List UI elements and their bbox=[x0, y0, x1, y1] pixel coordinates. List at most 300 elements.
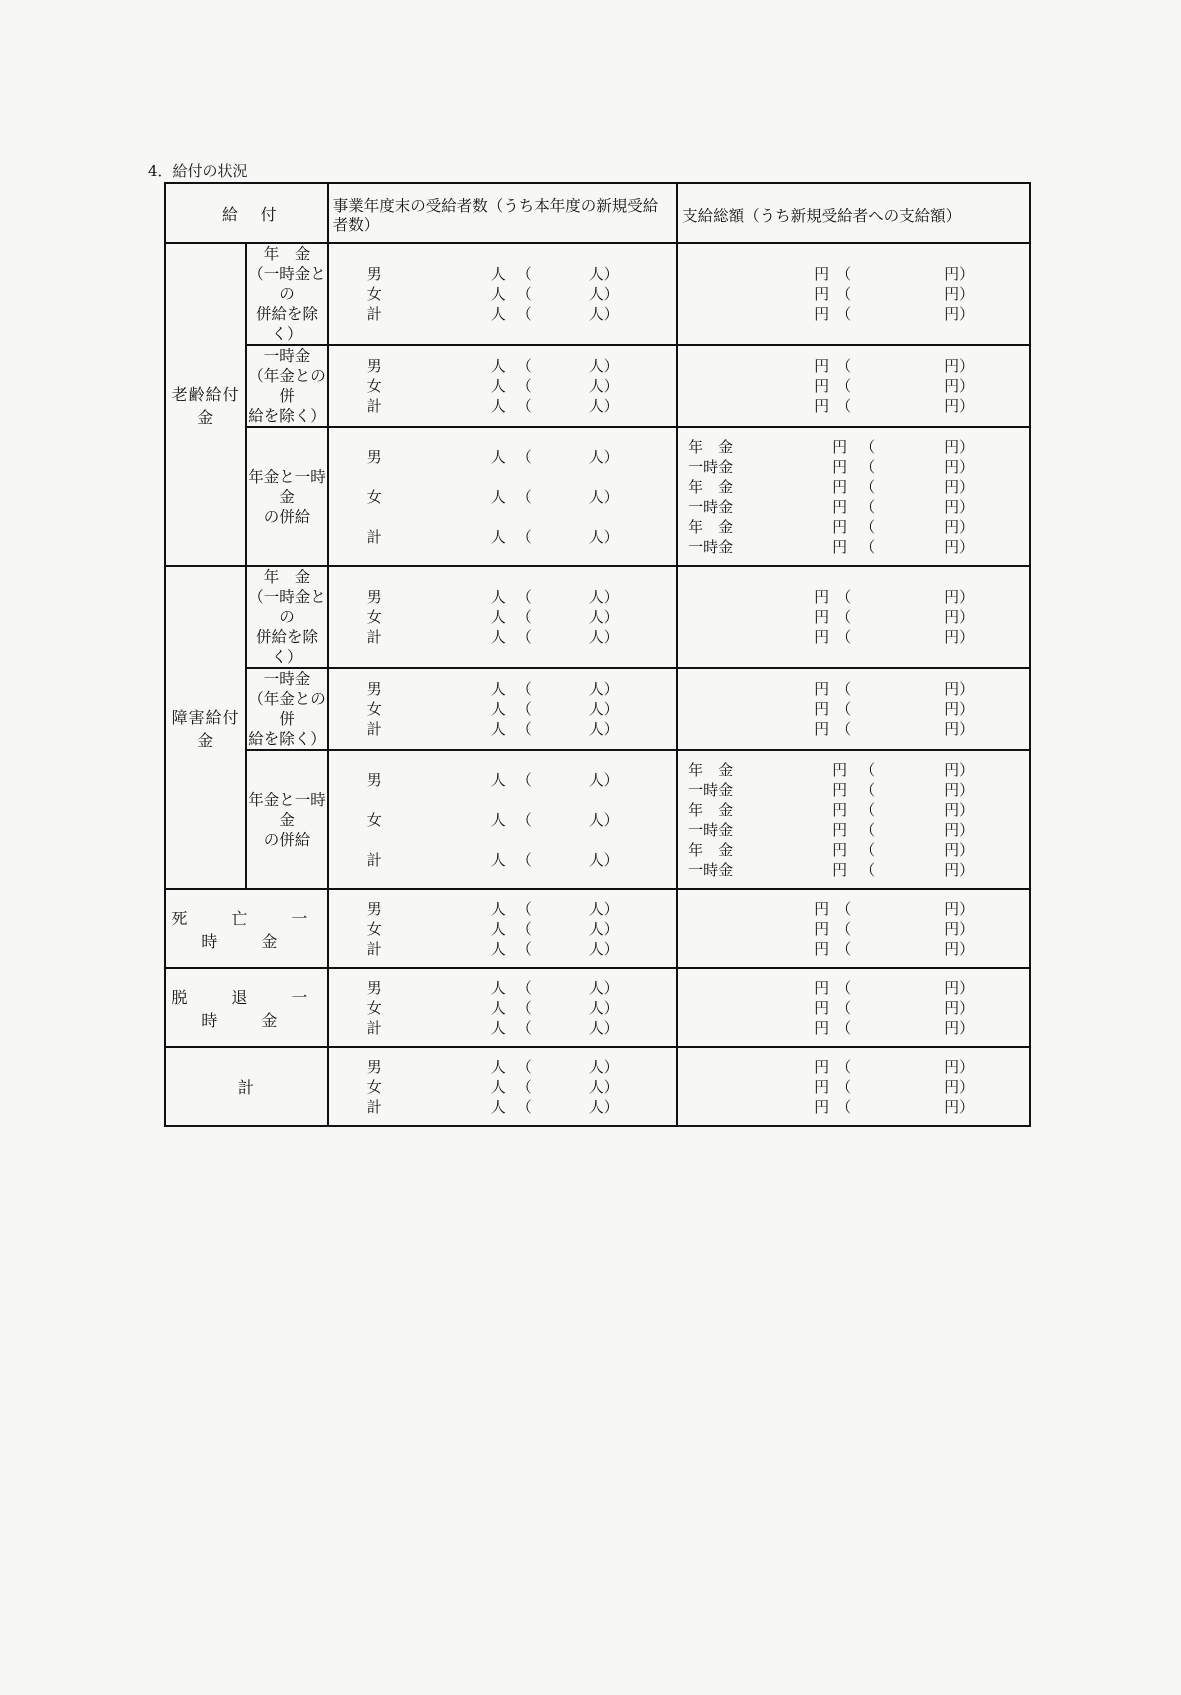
open-paren: （ bbox=[516, 1057, 532, 1076]
subtype-combined: 年金と一時金 の併給 bbox=[246, 427, 327, 566]
recipients-cell bbox=[328, 243, 677, 345]
yen-unit-close: 円） bbox=[944, 377, 975, 395]
open-paren: （ bbox=[836, 608, 852, 626]
person-unit: 人 bbox=[490, 998, 506, 1017]
yen-unit: 円 bbox=[832, 780, 848, 799]
yen-unit: 円 bbox=[814, 998, 830, 1017]
gender-label: 女 bbox=[366, 998, 382, 1017]
amount-type-label: 一時金 bbox=[688, 457, 734, 476]
gender-label: 女 bbox=[366, 285, 382, 303]
recipient-line bbox=[329, 939, 676, 959]
open-paren: （ bbox=[836, 285, 852, 303]
person-unit-close: 人） bbox=[588, 1077, 619, 1096]
amount-lines bbox=[678, 978, 1029, 1038]
open-paren: （ bbox=[516, 899, 532, 918]
open-paren: （ bbox=[836, 1018, 852, 1037]
header-benefit-char-2: 付 bbox=[260, 204, 277, 224]
yen-unit-close: 円） bbox=[944, 978, 975, 997]
open-paren: （ bbox=[836, 357, 852, 375]
open-paren: （ bbox=[860, 517, 876, 536]
open-paren: （ bbox=[516, 1097, 532, 1116]
person-unit-close: 人） bbox=[588, 700, 619, 718]
recipient-line bbox=[329, 284, 676, 304]
gender-label: 男 bbox=[366, 588, 382, 606]
amount-cell bbox=[677, 889, 1030, 968]
yen-unit-close: 円） bbox=[944, 497, 975, 516]
amount-lines bbox=[678, 437, 1029, 557]
amount-line bbox=[678, 840, 1029, 860]
open-paren: （ bbox=[836, 899, 852, 918]
person-unit: 人 bbox=[490, 720, 506, 738]
subtype-combined: 年金と一時金 の併給 bbox=[246, 750, 327, 889]
amount-line bbox=[678, 376, 1029, 396]
yen-unit: 円 bbox=[832, 800, 848, 819]
amount-cell bbox=[677, 750, 1030, 889]
amount-type-label: 一時金 bbox=[688, 860, 734, 879]
open-paren: （ bbox=[516, 397, 532, 415]
open-paren: （ bbox=[516, 1018, 532, 1037]
amount-line bbox=[678, 1057, 1029, 1077]
open-paren: （ bbox=[516, 527, 532, 546]
amount-type-label: 一時金 bbox=[688, 780, 734, 799]
person-unit-close: 人） bbox=[588, 720, 619, 738]
yen-unit: 円 bbox=[814, 899, 830, 918]
open-paren: （ bbox=[516, 377, 532, 395]
header-benefit bbox=[165, 183, 328, 243]
person-unit: 人 bbox=[490, 447, 506, 466]
recipient-line bbox=[329, 978, 676, 998]
person-unit: 人 bbox=[490, 919, 506, 938]
yen-unit-close: 円） bbox=[944, 537, 975, 556]
yen-unit: 円 bbox=[832, 437, 848, 456]
person-unit-close: 人） bbox=[588, 527, 619, 546]
person-unit-close: 人） bbox=[588, 305, 619, 323]
open-paren: （ bbox=[516, 850, 532, 869]
recipients-cell bbox=[328, 1047, 677, 1126]
yen-unit: 円 bbox=[832, 840, 848, 859]
gender-label: 計 bbox=[366, 628, 382, 646]
gender-label: 計 bbox=[366, 527, 382, 546]
amount-line bbox=[678, 457, 1029, 477]
person-unit: 人 bbox=[490, 305, 506, 323]
open-paren: （ bbox=[836, 1057, 852, 1076]
person-unit-close: 人） bbox=[588, 447, 619, 466]
person-unit-close: 人） bbox=[588, 357, 619, 375]
open-paren: （ bbox=[516, 998, 532, 1017]
recipient-lines bbox=[329, 356, 676, 416]
recipient-line bbox=[329, 719, 676, 739]
yen-unit-close: 円） bbox=[944, 939, 975, 958]
person-unit-close: 人） bbox=[588, 939, 619, 958]
open-paren: （ bbox=[836, 978, 852, 997]
recipients-cell bbox=[328, 889, 677, 968]
open-paren: （ bbox=[516, 628, 532, 646]
yen-unit-close: 円） bbox=[944, 1097, 975, 1116]
open-paren: （ bbox=[516, 1077, 532, 1096]
amount-line bbox=[678, 396, 1029, 416]
gender-label: 女 bbox=[366, 377, 382, 395]
person-unit-close: 人） bbox=[588, 919, 619, 938]
amount-line bbox=[678, 1097, 1029, 1117]
person-unit-close: 人） bbox=[588, 1018, 619, 1037]
amount-line bbox=[678, 607, 1029, 627]
amount-line bbox=[678, 1018, 1029, 1038]
category-death-lump-sum: 死 亡 一 時 金 bbox=[165, 889, 328, 968]
open-paren: （ bbox=[516, 919, 532, 938]
gender-label: 女 bbox=[366, 919, 382, 938]
recipient-line bbox=[329, 1097, 676, 1117]
yen-unit: 円 bbox=[814, 1097, 830, 1116]
person-unit-close: 人） bbox=[588, 850, 619, 869]
open-paren: （ bbox=[516, 305, 532, 323]
person-unit-close: 人） bbox=[588, 608, 619, 626]
person-unit-close: 人） bbox=[588, 628, 619, 646]
amount-line bbox=[678, 356, 1029, 376]
amount-line bbox=[678, 587, 1029, 607]
amount-line bbox=[678, 497, 1029, 517]
benefit-status-table bbox=[164, 182, 1031, 1127]
recipient-lines bbox=[329, 264, 676, 324]
recipients-cell bbox=[328, 427, 677, 566]
yen-unit-close: 円） bbox=[944, 860, 975, 879]
amount-line bbox=[678, 1077, 1029, 1097]
recipient-line bbox=[329, 356, 676, 376]
open-paren: （ bbox=[860, 537, 876, 556]
yen-unit: 円 bbox=[832, 517, 848, 536]
yen-unit-close: 円） bbox=[944, 760, 975, 779]
recipients-cell bbox=[328, 345, 677, 427]
yen-unit: 円 bbox=[832, 860, 848, 879]
amount-cell bbox=[677, 1047, 1030, 1126]
amount-line bbox=[678, 719, 1029, 739]
open-paren: （ bbox=[836, 1077, 852, 1096]
amount-type-label: 年 金 bbox=[688, 437, 734, 456]
amount-line bbox=[678, 998, 1029, 1018]
person-unit: 人 bbox=[490, 850, 506, 869]
recipient-line bbox=[329, 304, 676, 324]
person-unit: 人 bbox=[490, 487, 506, 506]
yen-unit: 円 bbox=[814, 357, 830, 375]
person-unit-close: 人） bbox=[588, 810, 619, 829]
open-paren: （ bbox=[516, 720, 532, 738]
person-unit: 人 bbox=[490, 810, 506, 829]
yen-unit: 円 bbox=[814, 700, 830, 718]
amount-cell bbox=[677, 345, 1030, 427]
open-paren: （ bbox=[516, 447, 532, 466]
amount-line bbox=[678, 284, 1029, 304]
yen-unit: 円 bbox=[814, 397, 830, 415]
amount-type-label: 年 金 bbox=[688, 760, 734, 779]
yen-unit-close: 円） bbox=[944, 840, 975, 859]
person-unit: 人 bbox=[490, 527, 506, 546]
person-unit-close: 人） bbox=[588, 1097, 619, 1116]
amount-line bbox=[678, 264, 1029, 284]
recipients-cell bbox=[328, 566, 677, 668]
open-paren: （ bbox=[516, 487, 532, 506]
yen-unit-close: 円） bbox=[944, 357, 975, 375]
open-paren: （ bbox=[860, 860, 876, 879]
amount-type-label: 年 金 bbox=[688, 800, 734, 819]
yen-unit-close: 円） bbox=[944, 720, 975, 738]
person-unit-close: 人） bbox=[588, 899, 619, 918]
gender-label: 計 bbox=[366, 850, 382, 869]
open-paren: （ bbox=[836, 939, 852, 958]
open-paren: （ bbox=[860, 820, 876, 839]
amount-lines bbox=[678, 1057, 1029, 1117]
amount-line bbox=[678, 760, 1029, 780]
open-paren: （ bbox=[516, 357, 532, 375]
amount-type-label: 一時金 bbox=[688, 820, 734, 839]
open-paren: （ bbox=[516, 265, 532, 283]
amount-lines bbox=[678, 679, 1029, 739]
recipient-line bbox=[329, 998, 676, 1018]
person-unit-close: 人） bbox=[588, 1057, 619, 1076]
yen-unit-close: 円） bbox=[944, 899, 975, 918]
yen-unit-close: 円） bbox=[944, 919, 975, 938]
open-paren: （ bbox=[836, 919, 852, 938]
amount-lines bbox=[678, 356, 1029, 416]
open-paren: （ bbox=[516, 680, 532, 698]
yen-unit-close: 円） bbox=[944, 700, 975, 718]
yen-unit-close: 円） bbox=[944, 437, 975, 456]
gender-label: 男 bbox=[366, 770, 382, 789]
gender-label: 計 bbox=[366, 720, 382, 738]
yen-unit-close: 円） bbox=[944, 998, 975, 1017]
person-unit: 人 bbox=[490, 1097, 506, 1116]
person-unit: 人 bbox=[490, 285, 506, 303]
open-paren: （ bbox=[516, 700, 532, 718]
recipient-line bbox=[329, 679, 676, 699]
yen-unit-close: 円） bbox=[944, 780, 975, 799]
recipient-line bbox=[329, 477, 676, 517]
person-unit: 人 bbox=[490, 377, 506, 395]
amount-cell bbox=[677, 566, 1030, 668]
open-paren: （ bbox=[860, 437, 876, 456]
header-benefit-char-1: 給 bbox=[222, 204, 239, 224]
open-paren: （ bbox=[860, 780, 876, 799]
open-paren: （ bbox=[860, 840, 876, 859]
gender-label: 女 bbox=[366, 608, 382, 626]
open-paren: （ bbox=[836, 305, 852, 323]
yen-unit: 円 bbox=[814, 680, 830, 698]
yen-unit-close: 円） bbox=[944, 608, 975, 626]
yen-unit: 円 bbox=[814, 377, 830, 395]
yen-unit: 円 bbox=[814, 265, 830, 283]
recipient-line bbox=[329, 1077, 676, 1097]
yen-unit-close: 円） bbox=[944, 477, 975, 496]
subtype-lump-sum: 一時金 （年金との併 給を除く） bbox=[248, 347, 326, 425]
gender-label: 計 bbox=[366, 1097, 382, 1116]
recipients-cell bbox=[328, 750, 677, 889]
section-title: 4．給付の状況 bbox=[148, 162, 248, 180]
open-paren: （ bbox=[836, 720, 852, 738]
yen-unit-close: 円） bbox=[944, 1018, 975, 1037]
amount-line bbox=[678, 800, 1029, 820]
yen-unit-close: 円） bbox=[944, 800, 975, 819]
person-unit: 人 bbox=[490, 680, 506, 698]
open-paren: （ bbox=[516, 939, 532, 958]
yen-unit-close: 円） bbox=[944, 305, 975, 323]
recipient-line bbox=[329, 1057, 676, 1077]
amount-type-label: 年 金 bbox=[688, 477, 734, 496]
person-unit: 人 bbox=[490, 770, 506, 789]
yen-unit: 円 bbox=[832, 820, 848, 839]
open-paren: （ bbox=[836, 998, 852, 1017]
gender-label: 男 bbox=[366, 978, 382, 997]
person-unit-close: 人） bbox=[588, 377, 619, 395]
yen-unit: 円 bbox=[832, 477, 848, 496]
amount-lines bbox=[678, 760, 1029, 880]
gender-label: 男 bbox=[366, 447, 382, 466]
yen-unit: 円 bbox=[814, 628, 830, 646]
open-paren: （ bbox=[516, 588, 532, 606]
recipients-cell bbox=[328, 968, 677, 1047]
recipient-line bbox=[329, 607, 676, 627]
open-paren: （ bbox=[836, 397, 852, 415]
amount-cell bbox=[677, 968, 1030, 1047]
person-unit-close: 人） bbox=[588, 285, 619, 303]
yen-unit-close: 円） bbox=[944, 397, 975, 415]
amount-lines bbox=[678, 899, 1029, 959]
open-paren: （ bbox=[836, 588, 852, 606]
amount-line bbox=[678, 699, 1029, 719]
amount-line bbox=[678, 304, 1029, 324]
amount-line bbox=[678, 477, 1029, 497]
subtype-pension: 年 金 （一時金との 併給を除く） bbox=[248, 568, 326, 666]
recipient-line bbox=[329, 699, 676, 719]
yen-unit: 円 bbox=[814, 939, 830, 958]
open-paren: （ bbox=[860, 497, 876, 516]
gender-label: 計 bbox=[366, 1018, 382, 1037]
amount-type-label: 年 金 bbox=[688, 517, 734, 536]
amount-line bbox=[678, 437, 1029, 457]
recipient-line bbox=[329, 396, 676, 416]
yen-unit: 円 bbox=[814, 588, 830, 606]
recipient-line bbox=[329, 899, 676, 919]
amount-type-label: 年 金 bbox=[688, 840, 734, 859]
yen-unit: 円 bbox=[814, 1057, 830, 1076]
recipient-line bbox=[329, 760, 676, 800]
recipient-lines bbox=[329, 899, 676, 959]
category-old-age: 老齢給付金 bbox=[165, 243, 246, 566]
recipient-lines bbox=[329, 437, 676, 557]
person-unit: 人 bbox=[490, 899, 506, 918]
recipient-line bbox=[329, 587, 676, 607]
gender-label: 男 bbox=[366, 680, 382, 698]
yen-unit-close: 円） bbox=[944, 628, 975, 646]
category-total: 計 bbox=[165, 1047, 328, 1126]
yen-unit: 円 bbox=[814, 1077, 830, 1096]
amount-line bbox=[678, 939, 1029, 959]
amount-line bbox=[678, 820, 1029, 840]
yen-unit-close: 円） bbox=[944, 517, 975, 536]
gender-label: 計 bbox=[366, 397, 382, 415]
person-unit: 人 bbox=[490, 1018, 506, 1037]
person-unit: 人 bbox=[490, 700, 506, 718]
person-unit-close: 人） bbox=[588, 487, 619, 506]
open-paren: （ bbox=[836, 265, 852, 283]
recipient-line bbox=[329, 919, 676, 939]
subtype-lump-sum: 一時金 （年金との併 給を除く） bbox=[248, 670, 326, 748]
amount-type-label: 一時金 bbox=[688, 497, 734, 516]
person-unit-close: 人） bbox=[588, 680, 619, 698]
recipient-line bbox=[329, 800, 676, 840]
open-paren: （ bbox=[860, 457, 876, 476]
yen-unit: 円 bbox=[832, 497, 848, 516]
yen-unit-close: 円） bbox=[944, 265, 975, 283]
recipient-line bbox=[329, 376, 676, 396]
category-disability: 障害給付金 bbox=[165, 566, 246, 889]
open-paren: （ bbox=[836, 628, 852, 646]
person-unit: 人 bbox=[490, 939, 506, 958]
yen-unit: 円 bbox=[814, 720, 830, 738]
amount-lines bbox=[678, 264, 1029, 324]
gender-label: 男 bbox=[366, 1057, 382, 1076]
person-unit: 人 bbox=[490, 1077, 506, 1096]
person-unit-close: 人） bbox=[588, 998, 619, 1017]
person-unit: 人 bbox=[490, 588, 506, 606]
gender-label: 計 bbox=[366, 939, 382, 958]
yen-unit: 円 bbox=[832, 537, 848, 556]
yen-unit: 円 bbox=[814, 608, 830, 626]
person-unit: 人 bbox=[490, 357, 506, 375]
category-withdrawal-lump-sum: 脱 退 一 時 金 bbox=[165, 968, 328, 1047]
recipient-lines bbox=[329, 587, 676, 647]
amount-line bbox=[678, 537, 1029, 557]
gender-label: 女 bbox=[366, 700, 382, 718]
recipients-cell bbox=[328, 668, 677, 750]
gender-label: 女 bbox=[366, 1077, 382, 1096]
amount-line bbox=[678, 899, 1029, 919]
person-unit-close: 人） bbox=[588, 978, 619, 997]
gender-label: 男 bbox=[366, 265, 382, 283]
yen-unit: 円 bbox=[832, 760, 848, 779]
person-unit: 人 bbox=[490, 608, 506, 626]
recipient-line bbox=[329, 437, 676, 477]
open-paren: （ bbox=[836, 377, 852, 395]
person-unit: 人 bbox=[490, 397, 506, 415]
recipient-lines bbox=[329, 679, 676, 739]
gender-label: 男 bbox=[366, 899, 382, 918]
open-paren: （ bbox=[860, 760, 876, 779]
yen-unit: 円 bbox=[814, 1018, 830, 1037]
open-paren: （ bbox=[836, 700, 852, 718]
recipient-line bbox=[329, 264, 676, 284]
person-unit: 人 bbox=[490, 628, 506, 646]
gender-label: 計 bbox=[366, 305, 382, 323]
person-unit-close: 人） bbox=[588, 265, 619, 283]
header-recipients: 事業年度末の受給者数（うち本年度の新規受給者数） bbox=[328, 183, 677, 243]
open-paren: （ bbox=[516, 810, 532, 829]
person-unit: 人 bbox=[490, 1057, 506, 1076]
amount-line bbox=[678, 860, 1029, 880]
yen-unit-close: 円） bbox=[944, 285, 975, 303]
yen-unit: 円 bbox=[814, 978, 830, 997]
amount-line bbox=[678, 978, 1029, 998]
recipient-line bbox=[329, 1018, 676, 1038]
yen-unit-close: 円） bbox=[944, 820, 975, 839]
recipient-line bbox=[329, 627, 676, 647]
recipient-line bbox=[329, 840, 676, 880]
recipient-line bbox=[329, 517, 676, 557]
open-paren: （ bbox=[836, 680, 852, 698]
person-unit-close: 人） bbox=[588, 588, 619, 606]
open-paren: （ bbox=[516, 978, 532, 997]
open-paren: （ bbox=[516, 770, 532, 789]
open-paren: （ bbox=[860, 800, 876, 819]
yen-unit-close: 円） bbox=[944, 457, 975, 476]
yen-unit-close: 円） bbox=[944, 588, 975, 606]
